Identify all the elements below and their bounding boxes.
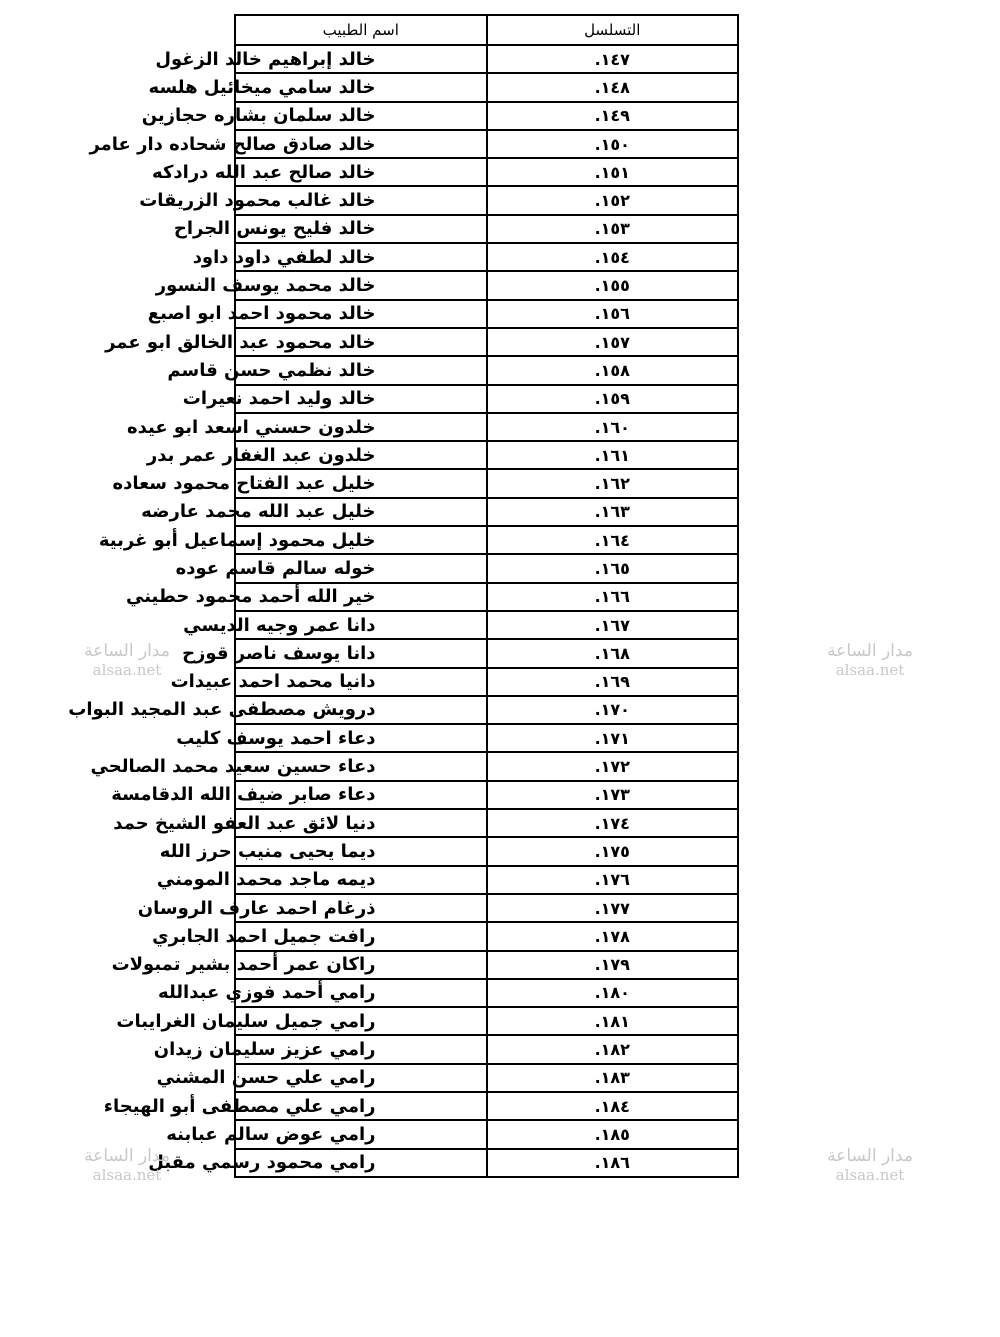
table-row <box>235 385 738 413</box>
row-seq: ١٦٠. <box>487 413 739 441</box>
table-row <box>235 130 738 158</box>
row-doctor-name: دعاء احمد يوسف كليب <box>235 724 487 752</box>
row-doctor-name: خالد سلمان بشاره حجازين <box>235 102 487 130</box>
row-doctor-name: رامي جميل سليمان الغرايبات <box>235 1007 487 1035</box>
watermark-latin: alsaa.net <box>92 1166 162 1184</box>
row-seq: ١٦٦. <box>487 583 739 611</box>
row-seq: ١٧٦. <box>487 866 739 894</box>
row-seq: ١٨٥. <box>487 1120 739 1148</box>
row-doctor-name: دانا عمر وجيه الديسي <box>235 611 487 639</box>
row-doctor-name: رامي علي مصطفى أبو الهيجاء <box>235 1092 487 1120</box>
row-seq: ١٨٢. <box>487 1035 739 1063</box>
watermark-latin: alsaa.net <box>835 1166 905 1184</box>
row-doctor-name: خالد صادق صالح شحاده دار عامر <box>235 130 487 158</box>
table-row <box>235 639 738 667</box>
table-row <box>235 45 738 73</box>
row-doctor-name: دانا يوسف ناصر قوزح <box>235 639 487 667</box>
row-seq: ١٧٧. <box>487 894 739 922</box>
row-doctor-name: خالد صالح عبد الله درادكه <box>235 158 487 186</box>
table-row <box>235 979 738 1007</box>
row-doctor-name: رامي محمود رسمي مقبل <box>235 1149 487 1177</box>
row-doctor-name: خالد محمود احمد ابو اصبع <box>235 300 487 328</box>
row-doctor-name: خلدون حسني اسعد ابو عيده <box>235 413 487 441</box>
row-seq: ١٨١. <box>487 1007 739 1035</box>
row-doctor-name: خالد إبراهيم خالد الزغول <box>235 45 487 73</box>
row-doctor-name: خليل عبد الله محمد عارضه <box>235 498 487 526</box>
table-row <box>235 1035 738 1063</box>
row-seq: ١٧٥. <box>487 837 739 865</box>
row-seq: ١٥٠. <box>487 130 739 158</box>
row-doctor-name: خير الله أحمد محمود حطيني <box>235 583 487 611</box>
header-seq: التسلسل <box>487 15 739 45</box>
table-row <box>235 1120 738 1148</box>
row-doctor-name: خالد نظمي حسن قاسم <box>235 356 487 384</box>
row-seq: ١٧٨. <box>487 922 739 950</box>
header-name: اسم الطبيب <box>235 15 487 45</box>
row-doctor-name: رافت جميل احمد الجابري <box>235 922 487 950</box>
row-seq: ١٦٨. <box>487 639 739 667</box>
row-doctor-name: دانيا محمد احمد عبيدات <box>235 668 487 696</box>
row-doctor-name: راكان عمر أحمد بشير تمبولات <box>235 951 487 979</box>
table-row <box>235 328 738 356</box>
watermark <box>72 642 182 680</box>
row-doctor-name: رامي علي حسن المشني <box>235 1064 487 1092</box>
row-doctor-name: دعاء حسين سعيد محمد الصالحي <box>235 752 487 780</box>
row-doctor-name: ذرغام احمد عارف الروسان <box>235 894 487 922</box>
watermark-latin: alsaa.net <box>835 661 905 679</box>
table-header-row <box>235 15 738 45</box>
table-row <box>235 752 738 780</box>
table-row <box>235 243 738 271</box>
row-doctor-name: خوله سالم قاسم عوده <box>235 554 487 582</box>
row-seq: ١٥٨. <box>487 356 739 384</box>
row-doctor-name: رامي عوض سالم عبابنه <box>235 1120 487 1148</box>
row-seq: ١٥٣. <box>487 215 739 243</box>
row-seq: ١٥١. <box>487 158 739 186</box>
row-doctor-name: دنيا لائق عبد العفو الشيخ حمد <box>235 809 487 837</box>
watermark <box>815 1147 925 1185</box>
table-row <box>235 356 738 384</box>
table-row <box>235 781 738 809</box>
row-doctor-name: رامي عزيز سليمان زيدان <box>235 1035 487 1063</box>
row-seq: ١٦٩. <box>487 668 739 696</box>
row-doctor-name: خالد لطفي داود داود <box>235 243 487 271</box>
table-row <box>235 498 738 526</box>
table-row <box>235 73 738 101</box>
row-seq: ١٧٣. <box>487 781 739 809</box>
watermark-arabic: مدار الساعة <box>827 1146 913 1166</box>
table-row <box>235 809 738 837</box>
row-seq: ١٧١. <box>487 724 739 752</box>
watermark-latin: alsaa.net <box>92 661 162 679</box>
table-row <box>235 215 738 243</box>
table-row <box>235 1149 738 1177</box>
table-row <box>235 583 738 611</box>
row-doctor-name: خالد وليد احمد نعيرات <box>235 385 487 413</box>
row-seq: ١٥٩. <box>487 385 739 413</box>
row-doctor-name: خالد محمود عبد الخالق ابو عمر <box>235 328 487 356</box>
watermark <box>815 642 925 680</box>
row-seq: ١٥٧. <box>487 328 739 356</box>
table-row <box>235 158 738 186</box>
table-row <box>235 696 738 724</box>
row-seq: ١٦١. <box>487 441 739 469</box>
table-row <box>235 1007 738 1035</box>
table-row <box>235 413 738 441</box>
row-doctor-name: خالد غالب محمود الزريقات <box>235 186 487 214</box>
table-row <box>235 837 738 865</box>
row-seq: ١٦٤. <box>487 526 739 554</box>
table-row <box>235 866 738 894</box>
row-seq: ١٨٠. <box>487 979 739 1007</box>
table-row <box>235 1092 738 1120</box>
table-row <box>235 1064 738 1092</box>
table-row <box>235 469 738 497</box>
row-seq: ١٥٥. <box>487 271 739 299</box>
row-seq: ١٥٦. <box>487 300 739 328</box>
table-row <box>235 526 738 554</box>
row-doctor-name: خالد فليح يونس الجراح <box>235 215 487 243</box>
table-row <box>235 186 738 214</box>
row-seq: ١٨٦. <box>487 1149 739 1177</box>
table-row <box>235 668 738 696</box>
watermark <box>72 1147 182 1185</box>
row-seq: ١٦٢. <box>487 469 739 497</box>
row-seq: ١٤٩. <box>487 102 739 130</box>
row-seq: ١٧٠. <box>487 696 739 724</box>
row-doctor-name: خليل عبد الفتاح محمود سعاده <box>235 469 487 497</box>
row-doctor-name: ديما يحيى منيب حرز الله <box>235 837 487 865</box>
row-doctor-name: رامي أحمد فوزي عبدالله <box>235 979 487 1007</box>
row-seq: ١٤٧. <box>487 45 739 73</box>
watermark-arabic: مدار الساعة <box>827 641 913 661</box>
row-seq: ١٨٣. <box>487 1064 739 1092</box>
table-row <box>235 611 738 639</box>
row-seq: ١٥٤. <box>487 243 739 271</box>
watermark-arabic: مدار الساعة <box>84 1146 170 1166</box>
table-row <box>235 102 738 130</box>
row-doctor-name: درويش مصطفى عبد المجيد البواب <box>235 696 487 724</box>
watermark-arabic: مدار الساعة <box>84 641 170 661</box>
table-row <box>235 894 738 922</box>
row-doctor-name: دعاء صابر ضيف الله الدقامسة <box>235 781 487 809</box>
table-row <box>235 724 738 752</box>
row-seq: ١٤٨. <box>487 73 739 101</box>
table-row <box>235 554 738 582</box>
table-row <box>235 300 738 328</box>
row-seq: ١٦٣. <box>487 498 739 526</box>
row-doctor-name: خالد سامي ميخائيل هلسه <box>235 73 487 101</box>
row-doctor-name: خالد محمد يوسف النسور <box>235 271 487 299</box>
row-seq: ١٧٩. <box>487 951 739 979</box>
row-seq: ١٨٤. <box>487 1092 739 1120</box>
table-row <box>235 271 738 299</box>
row-doctor-name: ديمه ماجد محمد المومني <box>235 866 487 894</box>
row-seq: ١٦٧. <box>487 611 739 639</box>
table-row <box>235 951 738 979</box>
row-seq: ١٥٢. <box>487 186 739 214</box>
row-seq: ١٧٢. <box>487 752 739 780</box>
row-seq: ١٦٥. <box>487 554 739 582</box>
row-seq: ١٧٤. <box>487 809 739 837</box>
table-row <box>235 922 738 950</box>
table-row <box>235 441 738 469</box>
row-doctor-name: خلدون عبد الغفار عمر بدر <box>235 441 487 469</box>
row-doctor-name: خليل محمود إسماعيل أبو غربية <box>235 526 487 554</box>
